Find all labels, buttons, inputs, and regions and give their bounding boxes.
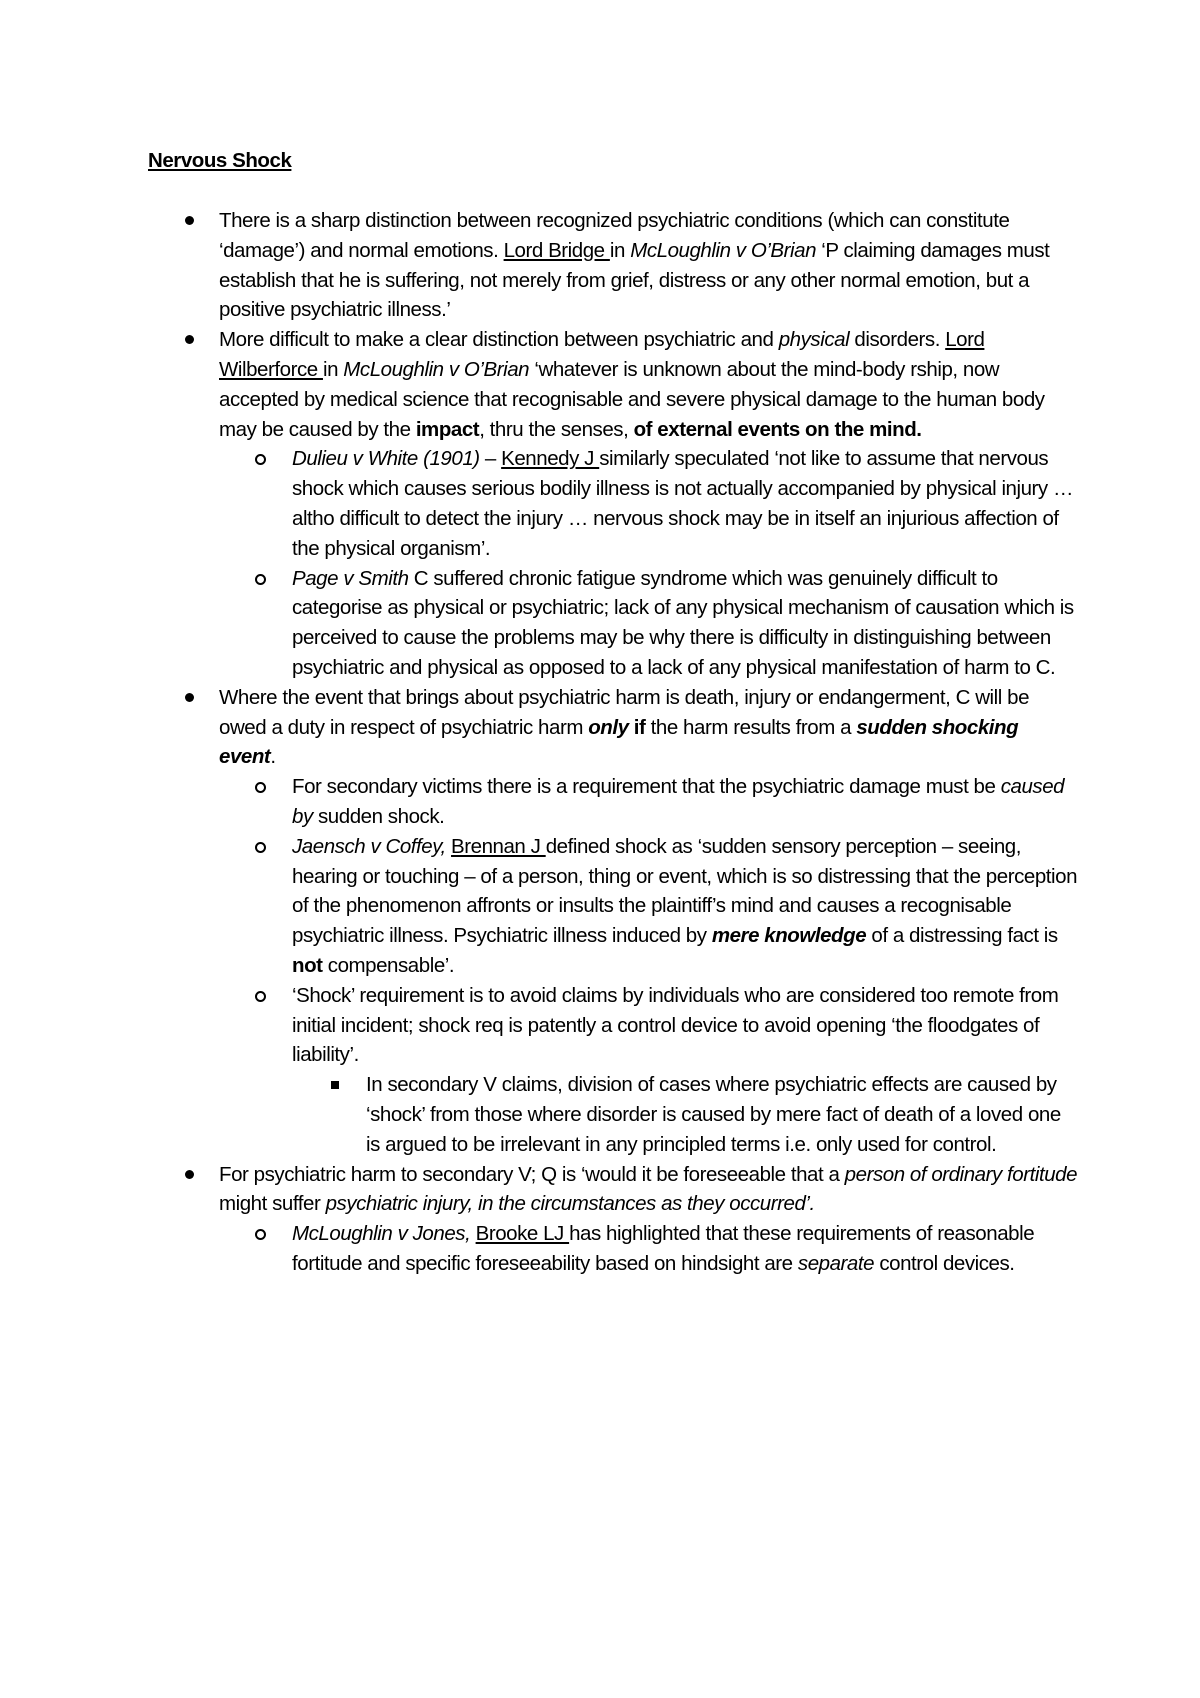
text-run: of external events on the mind. bbox=[633, 417, 922, 441]
bullet-text bbox=[366, 1073, 1061, 1156]
bullet-dot-icon bbox=[185, 693, 194, 702]
text-run: More difficult to make a clear distinction between psychiatric and bbox=[219, 328, 779, 352]
bullet-text bbox=[292, 835, 1077, 977]
bullet-text bbox=[292, 775, 1064, 828]
text-run: McLoughlin v O’Brian bbox=[630, 238, 817, 262]
text-run: – bbox=[479, 447, 502, 471]
text-run: psychiatric injury, in the circumstances as they occurred’. bbox=[325, 1192, 815, 1216]
text-run: might suffer bbox=[219, 1192, 326, 1216]
text-run: mere knowledge bbox=[711, 924, 867, 948]
sub-bullet-item bbox=[0, 981, 1079, 1070]
bullet-circle-icon bbox=[255, 454, 266, 465]
text-run: sudden shocking event bbox=[219, 715, 1019, 769]
sub-sub-bullet-item bbox=[0, 1070, 1079, 1159]
bullet-text bbox=[219, 1163, 1077, 1216]
bullet-text bbox=[292, 447, 1073, 559]
bullet-item bbox=[0, 1160, 1079, 1220]
text-run: compensable’. bbox=[322, 953, 455, 977]
bullet-dot-icon bbox=[185, 335, 194, 344]
text-run: Lord Bridge bbox=[503, 238, 610, 262]
text-run: Where the event that brings about psychiatric harm is death, injury or endangerment, C will be owed a duty in respect of psychiatric harm bbox=[219, 685, 1030, 739]
text-run: . bbox=[270, 745, 276, 769]
text-run: For secondary victims there is a requirement that the psychiatric damage must be bbox=[292, 775, 1001, 799]
text-run: the harm results from a bbox=[645, 715, 857, 739]
bullet-text bbox=[292, 984, 1058, 1067]
text-run: Kennedy J bbox=[501, 447, 600, 471]
bullet-item bbox=[0, 683, 1079, 772]
bullet-item bbox=[0, 325, 1079, 444]
text-run: physical bbox=[778, 328, 850, 352]
text-run: There is a sharp distinction between recognized psychiatric conditions (which can constitute ‘damage’) and normal emotions. bbox=[219, 209, 1010, 262]
text-run: C suffered chronic fatigue syndrome which was genuinely difficult to categorise as physical or psychiatric; lack of any physical mechanism of causation which is perceived to cause the problems may be why there is difficulty in distinguishing between psychiatric and physical as opposed to a lack of any physical manifestation of harm to C. bbox=[292, 566, 1074, 679]
text-run: sudden shock. bbox=[312, 804, 445, 828]
text-run: in bbox=[322, 357, 344, 381]
bullet-dot-icon bbox=[185, 1170, 194, 1179]
bullet-text bbox=[219, 328, 1045, 440]
text-run: Brennan J bbox=[451, 834, 546, 858]
bullet-text bbox=[219, 209, 1049, 321]
text-run: defined shock as ‘sudden sensory perception – seeing, hearing or touching – of a person, thing or event, which is so distressing that the perception of the phenomenon affronts or insults the plaintiff’s mind and causes a recognisable psychiatric illness. Psychiatric illness induced by bbox=[292, 834, 1078, 948]
text-run: McLoughlin v O’Brian bbox=[343, 357, 530, 381]
text-run: has highlighted that these requirements of reasonable fortitude and specific foreseeability based on hindsight are bbox=[292, 1222, 1035, 1275]
text-run: of a distressing fact is bbox=[866, 924, 1058, 948]
bullet-text bbox=[292, 567, 1074, 679]
text-run: ‘P claiming damages must establish that he is suffering, not merely from grief, distress or any other normal emotion, but a positive psychiatric illness.’ bbox=[219, 238, 1050, 322]
text-run: impact bbox=[415, 417, 480, 441]
text-run: if bbox=[633, 715, 646, 739]
text-run: Brooke LJ bbox=[475, 1222, 570, 1246]
bullet-item bbox=[0, 206, 1079, 325]
text-run: Lord Wilberforce bbox=[219, 328, 985, 381]
page-title: Nervous Shock bbox=[148, 149, 292, 172]
text-run: ‘Shock’ requirement is to avoid claims by individuals who are considered too remote from initial incident; shock req is patently a control device to avoid opening ‘the floodgates of liability’. bbox=[292, 983, 1059, 1067]
text-run: , thru the senses, bbox=[479, 417, 634, 441]
text-run: ‘whatever is unknown about the mind-body rship, now accepted by medical science that recognisable and severe physical damage to the human body may be caused by the bbox=[219, 357, 1045, 441]
bullet-circle-icon bbox=[255, 782, 266, 793]
text-run: person of ordinary fortitude bbox=[844, 1162, 1078, 1186]
bullet-square-icon bbox=[331, 1081, 339, 1089]
text-run: only bbox=[588, 715, 629, 739]
text-run: not bbox=[292, 953, 323, 977]
text-run: similarly speculated ‘not like to assume that nervous shock which causes serious bodily illness is not actually accompanied by physical injury … altho difficult to detect the injury … nervous shock may be in itself an injurious affection of the physical organism’. bbox=[292, 447, 1074, 560]
bullet-text bbox=[292, 1222, 1034, 1275]
document-body bbox=[0, 206, 1200, 1279]
bullet-circle-icon bbox=[255, 842, 266, 853]
text-run: caused by bbox=[292, 775, 1065, 828]
bullet-text bbox=[219, 686, 1029, 769]
text-run: For psychiatric harm to secondary V; Q is ‘would it be foreseeable that a bbox=[219, 1162, 845, 1186]
text-run: In secondary V claims, division of cases where psychiatric effects are caused by ‘shock’ from those where disorder is caused by mere fact of death of a loved one is argued to be irrelevant in any principled terms i.e. only used for control. bbox=[366, 1073, 1061, 1156]
sub-bullet-item bbox=[0, 444, 1079, 563]
bullet-list bbox=[0, 206, 1200, 1279]
text-run: Jaensch v Coffey, bbox=[292, 834, 446, 858]
bullet-circle-icon bbox=[255, 1229, 266, 1240]
bullet-circle-icon bbox=[255, 574, 266, 585]
bullet-circle-icon bbox=[255, 991, 266, 1002]
text-run: control devices. bbox=[874, 1251, 1015, 1275]
sub-bullet-item bbox=[0, 564, 1079, 683]
text-run: disorders. bbox=[849, 328, 946, 352]
text-run: Dulieu v White (1901) bbox=[292, 447, 480, 471]
sub-bullet-item bbox=[0, 832, 1079, 981]
text-run: separate bbox=[797, 1251, 875, 1275]
text-run: McLoughlin v Jones, bbox=[292, 1222, 471, 1246]
bullet-dot-icon bbox=[185, 216, 194, 225]
sub-bullet-item bbox=[0, 772, 1079, 832]
sub-bullet-item bbox=[0, 1219, 1079, 1279]
text-run: Page v Smith bbox=[292, 566, 409, 590]
text-run: in bbox=[609, 238, 631, 262]
